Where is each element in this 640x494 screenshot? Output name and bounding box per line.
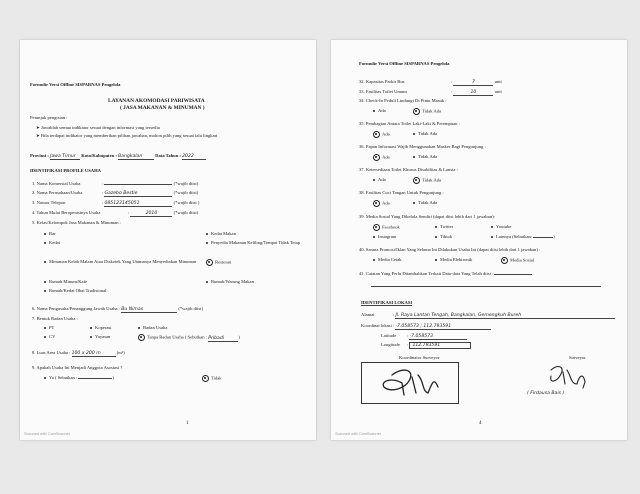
option-nightclub[interactable]: Minuman Kelab Malam Atau Diskotek Yang Utamanya Menyediakan Minuman	[44, 259, 196, 265]
address-field[interactable]: Jl. Raya Lantan Tengah, Bangkalan, Gemengkuh Bureh	[395, 313, 615, 319]
option-youtube[interactable]: Youtube	[491, 224, 511, 229]
form-page-left	[20, 40, 316, 440]
question-39: 39. Media Sosial Yang Dikelola Sendiri (dapat diisi lebih dari 1 jawaban):	[359, 214, 495, 219]
option-electronic[interactable]: Media Elektronik	[435, 257, 472, 262]
option-food-stall[interactable]: Kedai Makan	[206, 231, 236, 236]
question-6: 6. Nama Pengusaha/Penanggung Jawab Usaha : Bu Nimas (*wajib diisi)	[32, 306, 203, 312]
owner-name-field[interactable]: Bu Nimas	[121, 307, 177, 313]
page-number: 4	[479, 421, 482, 426]
province-field[interactable]: Jawa Timur	[50, 154, 80, 160]
notes-field[interactable]	[494, 274, 532, 275]
location-title: IDENTIFIKASI LOKASI	[361, 300, 413, 305]
option-ada[interactable]: Ada	[373, 131, 390, 138]
form-title: Formulir Versi Offline SISPARNAS Pengelola	[359, 61, 450, 66]
year-start-field[interactable]: 2010	[130, 211, 172, 217]
question-4: 4. Tahun Mulai Beroperasinya Usaha : 2010 (*wajib diisi)	[32, 210, 199, 216]
question-34: 34. Check-In Peduli Lindungi Di Pintu Masuk :	[359, 98, 447, 103]
entity-other-field[interactable]: Pribadi	[208, 336, 238, 342]
option-badan-usaha[interactable]: Badan Usaha	[138, 325, 167, 330]
option-yes[interactable]: Ya ( Sebutkan : )	[44, 375, 114, 380]
option-twitter[interactable]: Twitter	[435, 224, 453, 229]
option-ada[interactable]: Ada	[373, 154, 390, 161]
option-kedai[interactable]: Kedai	[44, 240, 60, 245]
instructions-label: Petunjuk pengisian :	[30, 115, 68, 120]
question-40: 40. Sarana Promosi/Iklan Yang Selama Ini Dilakukan Usaha Ini (dapat diisi lebih dari 1 jawaban) :	[359, 247, 541, 252]
option-food-house[interactable]: Rumah/Warung Makan	[206, 279, 254, 284]
form-page-right	[331, 40, 627, 440]
coordinate-field[interactable]: -7.058573 ; 112.793591	[395, 324, 491, 330]
coordinator-signature	[362, 363, 458, 403]
year-field[interactable]: 2022	[182, 154, 206, 160]
option-ada[interactable]: Ada	[373, 177, 386, 182]
option-facebook[interactable]: Facebook	[373, 224, 400, 231]
question-2: 2. Nama Perusahaan/Usaha : Gazebo Bestie (*wajib diisi)	[32, 190, 199, 196]
option-no[interactable]: Tidak	[202, 375, 222, 382]
coordinator-signature-box[interactable]	[361, 362, 459, 404]
instruction-item: ➤ Jawablah semua indikator sesuai dengan informasi yang tersedia	[36, 125, 160, 130]
option-restaurant[interactable]: Restoran	[206, 259, 231, 266]
option-tidak-ada[interactable]: Tidak Ada	[413, 177, 441, 184]
latitude-row: Latitude : -7.058573	[381, 333, 467, 340]
region-row: Provinsi : Jawa Timur Kota/Kabupaten : Bangkalan Data Tahun : 2022	[30, 153, 206, 160]
longitude-field[interactable]: 112.793591	[409, 342, 471, 349]
option-koperasi[interactable]: Koperasi	[90, 325, 112, 330]
question-38: 38. Fasilitas Cuci Tangan Untuk Pengunjung :	[359, 190, 444, 195]
option-tidak-ada[interactable]: Tidak Ada	[413, 200, 437, 205]
longitude-row: Longitude : 112.793591	[381, 342, 471, 349]
instruction-item: ➤ Bila terdapat indikator yang memberikan pilihan jawaban, mohon pilih yang sesuai lalu lingkari	[36, 133, 218, 138]
section-title: IDENTIFIKASI PROFILE USAHA	[30, 168, 101, 173]
option-no-entity[interactable]: Tanpa Badan Usaha ( Sebutkan : Pribadi )	[138, 334, 240, 342]
form-title: Formulir Versi Offline SISPARNAS Pengelola	[30, 82, 121, 87]
surveyor-name: ( Firdausa Bais )	[527, 391, 565, 396]
option-mobile-food[interactable]: Penyedia Makanan Keliling/Tempat Tidak Tetap	[206, 240, 302, 246]
question-36: 36. Papan Informasi Wajib Menggunakan Masker Bagi Pengunjung :	[359, 144, 486, 149]
question-33: 33. Fasilitas Toilet Umum : 10 unit	[359, 89, 502, 95]
option-other[interactable]: Lainnya (Sebutkan: )	[491, 234, 555, 239]
option-cv[interactable]: CV	[44, 334, 55, 339]
scanner-note: Scanned with CamScanner	[335, 432, 382, 436]
option-herbal-shop[interactable]: Rumah/Kedai Obat Tradisional	[44, 288, 106, 293]
question-1: 1. Nama Komersial Usaha : (*wajib diisi)	[32, 181, 199, 186]
regency-field[interactable]: Bangkalan	[118, 154, 154, 160]
question-7: 7. Bentuk Badan Usaha :	[32, 316, 78, 321]
page-subheading: ( JASA MAKANAN & MINUMAN )	[120, 105, 205, 111]
bus-parking-field[interactable]: 7	[453, 80, 493, 86]
phone-field[interactable]: 085123145051	[104, 201, 172, 207]
coordinator-label: Koordinator Surveyor	[399, 355, 440, 360]
option-tiktok[interactable]: Tiktok	[435, 234, 452, 239]
page-number: 1	[186, 421, 189, 426]
option-tidak-ada[interactable]: Tidak Ada	[413, 154, 437, 159]
question-3: 3. Nomor Telepon : 085123145051 (*wajib diisi )	[32, 200, 200, 206]
address-row: Alamat : Jl. Raya Lantan Tengah, Bangkalan, Gemengkuh Bureh	[361, 312, 615, 319]
question-41: 41. Catatan Yang Perlu Ditambahkan Terkait Data-data Yang Telah diisi :	[359, 271, 532, 276]
option-pt[interactable]: PT	[44, 325, 54, 330]
latitude-field[interactable]: -7.058573	[409, 334, 467, 340]
option-print[interactable]: Media Cetak	[373, 257, 402, 262]
surveyor-signature-area[interactable]	[521, 362, 601, 402]
option-instagram[interactable]: Instagram	[373, 234, 396, 239]
question-32: 32. Kapasitas Parkir Bus : 7 unit	[359, 79, 502, 85]
option-tidak-ada[interactable]: Tidak Ada	[413, 108, 441, 115]
question-5: 5. Kelas/Kelompok Jasa Makanan & Minuman :	[32, 220, 121, 225]
option-social[interactable]: Media Sosial	[501, 257, 534, 264]
question-37: 37. Ketersediaan Toilet Khusus Disabilitas & Lansia :	[359, 167, 458, 172]
option-ada[interactable]: Ada	[373, 108, 386, 113]
scanner-note: Scanned with CamScanner	[24, 432, 71, 436]
toilet-count-field[interactable]: 10	[453, 90, 493, 96]
option-bar[interactable]: Bar	[44, 231, 56, 236]
coordinate-row: Koordinat lokasi : -7.058573 ; 112.793591	[361, 323, 491, 330]
option-yayasan[interactable]: Yayasan	[90, 334, 110, 339]
question-8: 8. Luas Area Usaha : 100 x 200 m (m²)	[32, 350, 125, 356]
area-field[interactable]: 100 x 200 m	[72, 351, 116, 357]
option-cafe[interactable]: Rumah Minum/Kafe	[44, 279, 87, 284]
question-35: 35. Pembagian Antara Toilet Laki-Laki & Perempuan :	[359, 121, 460, 126]
notes-line[interactable]	[371, 286, 601, 287]
commercial-name-field[interactable]	[104, 184, 172, 185]
option-ada[interactable]: Ada	[373, 200, 390, 207]
company-name-field[interactable]: Gazebo Bestie	[104, 191, 172, 197]
page-heading: LAYANAN AKOMODASI PARIWISATA	[108, 98, 205, 104]
question-9: 9. Apakah Usaha Ini Menjadi Anggota Asosiasi ?	[32, 365, 123, 370]
option-tidak-ada[interactable]: Tidak Ada	[413, 131, 437, 136]
surveyor-label: Surveyor	[569, 355, 586, 360]
